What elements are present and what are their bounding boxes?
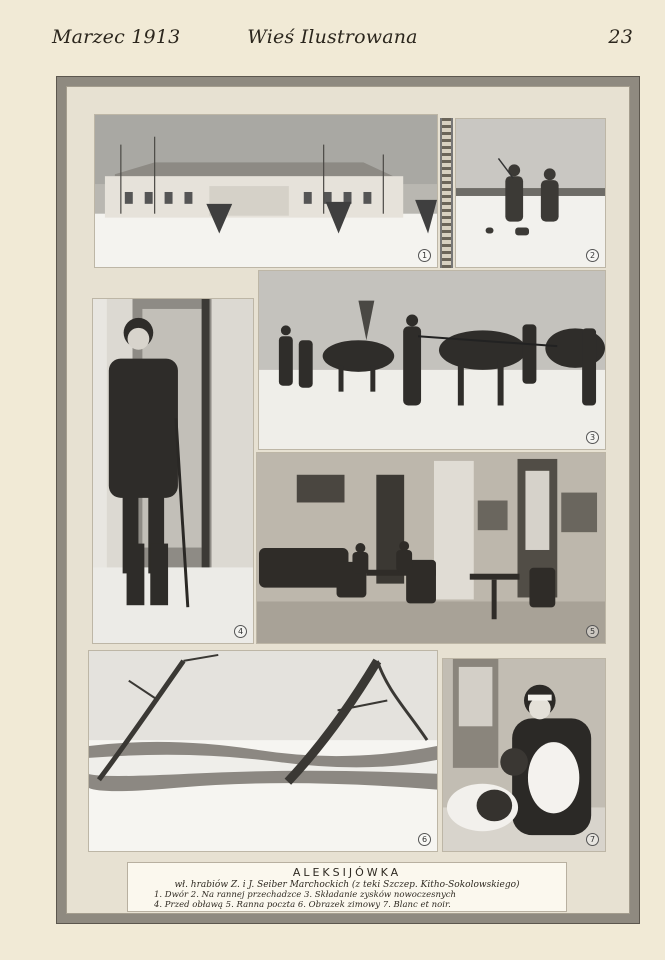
photo-number-badge: 4 [234, 625, 247, 638]
caption-subtitle: wł. hrabiów Z. i J. Seiber Marchockich (z teki Szczep. Kitho-Sokolowskiego) [174, 880, 520, 890]
photo-number-badge: 3 [586, 431, 599, 444]
photo-ox-teams [258, 270, 606, 450]
photo-morning-mail-interior [256, 452, 606, 644]
photo-number-badge: 1 [418, 249, 431, 262]
photo-blanc-et-noir [442, 658, 606, 852]
photo-number-badge: 6 [418, 833, 431, 846]
photo-number-badge: 7 [586, 833, 599, 846]
decorative-divider [440, 118, 453, 268]
photo-winter-scene [88, 650, 438, 852]
photo-manor-house [94, 114, 438, 268]
caption-legend-line: 4. Przed obławą 5. Ranna poczta 6. Obrazek zimowy 7. Blanc et noir. [154, 900, 451, 910]
photo-number-badge: 5 [586, 625, 599, 638]
magazine-title: Wieś Ilustrowana [247, 26, 418, 48]
plate-caption [127, 862, 567, 912]
caption-title: ALEKSIJÓWKA [292, 866, 402, 879]
photo-number-badge: 2 [586, 249, 599, 262]
issue-date: Marzec 1913 [52, 26, 181, 48]
page-number: 23 [608, 26, 633, 48]
photo-hunter-portrait [92, 298, 254, 644]
caption-legend-line: 1. Dwór 2. Na rannej przechadzce 3. Składanie zysków nowoczesnych [154, 890, 457, 900]
photo-morning-walk [455, 118, 606, 268]
